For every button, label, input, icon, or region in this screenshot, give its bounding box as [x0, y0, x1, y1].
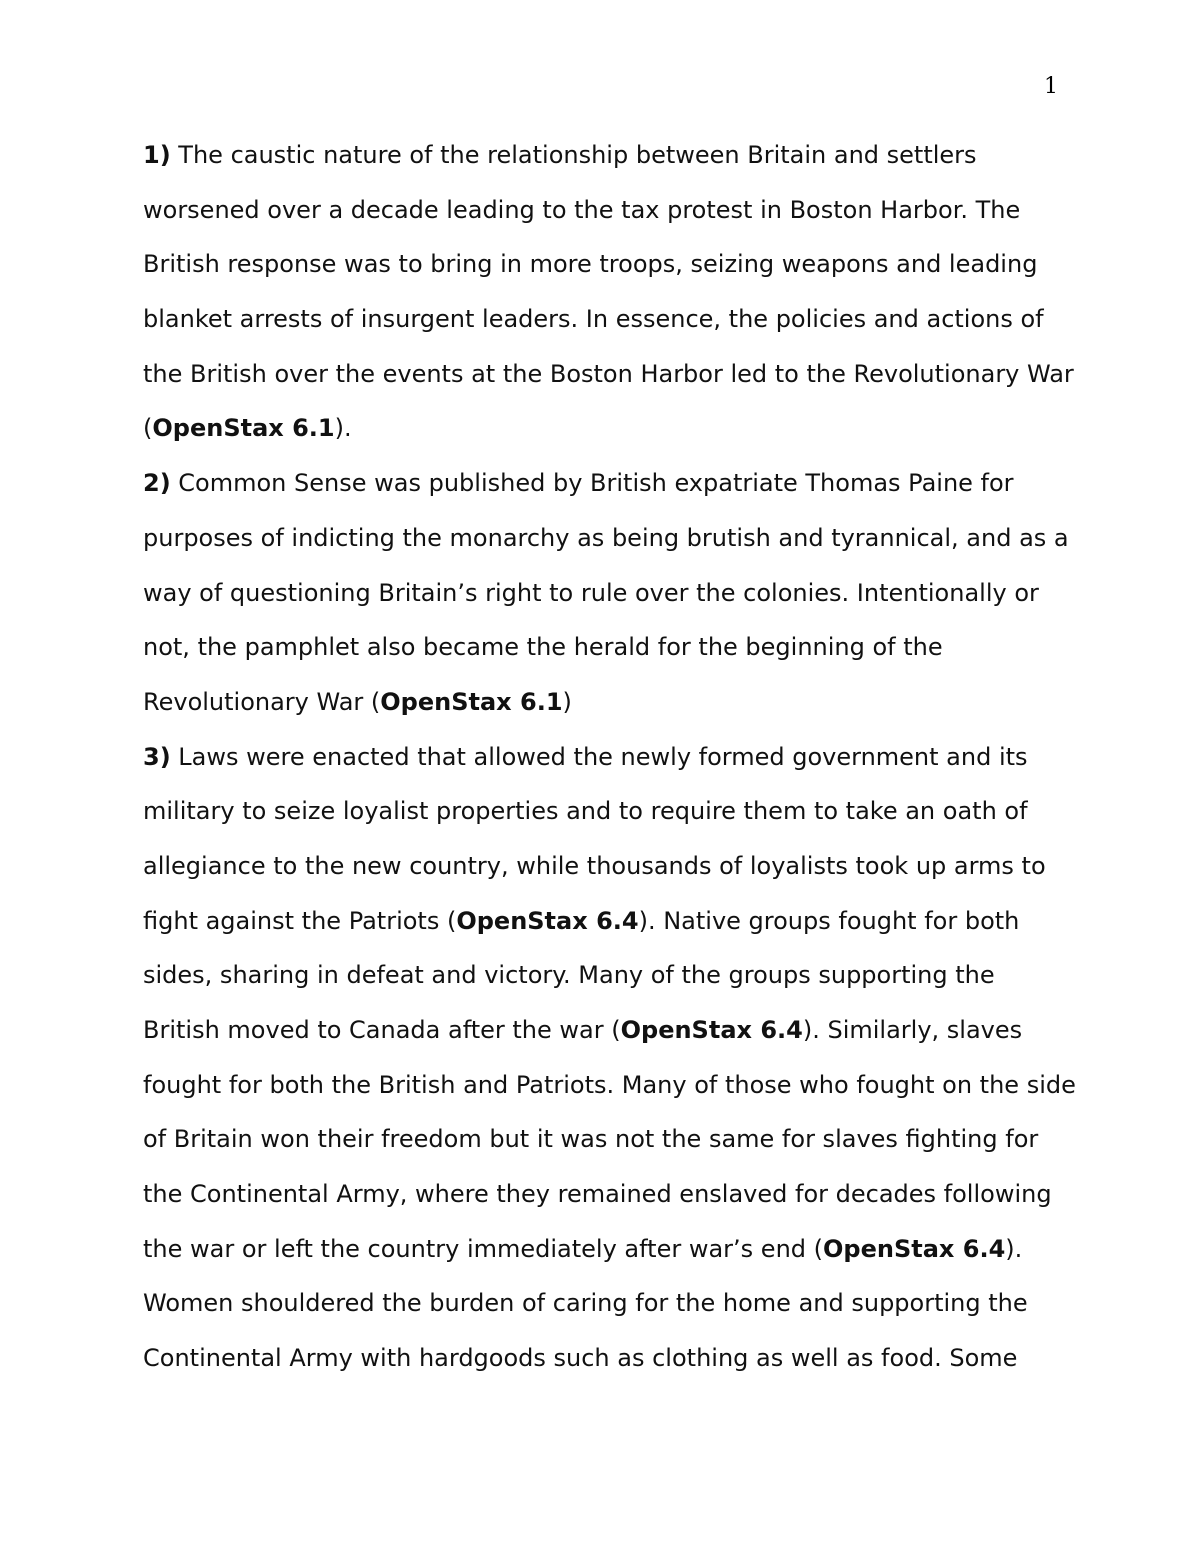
text-run: ). Native groups fought for both: [638, 906, 1020, 935]
text-run: blanket arrests of insurgent leaders. In essence, the policies and actions of: [143, 305, 1044, 334]
text-run: British response was to bring in more troops, seizing weapons and leading: [143, 250, 1038, 279]
text-line: [143, 894, 1063, 949]
text-line: [143, 292, 1063, 347]
text-run: (: [143, 414, 153, 443]
text-run: Laws were enacted that allowed the newly formed government and its: [170, 742, 1028, 771]
text-run: way of questioning Britain’s right to rule over the colonies. Intentionally or: [143, 578, 1039, 607]
text-run: of Britain won their freedom but it was not the same for slaves fighting for: [143, 1125, 1039, 1154]
text-line: [143, 675, 1063, 730]
text-line: [143, 839, 1063, 894]
citation: OpenStax 6.4: [456, 906, 639, 935]
text-line: [143, 1167, 1063, 1222]
text-run: Continental Army with hardgoods such as clothing as well as food. Some: [143, 1344, 1018, 1373]
text-line: [143, 1222, 1063, 1277]
text-run: Common Sense was published by British expatriate Thomas Paine for: [170, 469, 1014, 498]
citation: OpenStax 6.4: [620, 1016, 803, 1044]
text-line: [143, 237, 1063, 292]
text-line: [143, 784, 1063, 839]
text-run: ): [562, 687, 572, 716]
text-run: allegiance to the new country, while thousands of loyalists took up arms to: [143, 851, 1046, 880]
text-run: British moved to Canada after the war (: [143, 1016, 621, 1044]
text-line: [143, 1003, 1063, 1058]
text-line: [143, 1276, 1063, 1331]
text-line: [143, 401, 1063, 456]
text-run: the British over the events at the Boston Harbor led to the Revolutionary War: [143, 359, 1074, 388]
citation: OpenStax 6.4: [823, 1234, 1006, 1263]
text-run: sides, sharing in defeat and victory. Many of the groups supporting the: [143, 961, 995, 990]
citation: OpenStax 6.1: [152, 414, 335, 443]
text-run: ).: [1005, 1234, 1023, 1263]
text-run: ). Similarly, slaves: [802, 1016, 1023, 1044]
text-line: [143, 456, 1063, 511]
text-run: the war or left the country immediately after war’s end (: [143, 1234, 824, 1263]
citation: OpenStax 6.1: [380, 687, 563, 716]
text-run: not, the pamphlet also became the herald for the beginning of the: [143, 633, 943, 662]
text-line: [143, 620, 1063, 675]
text-line: [143, 128, 1063, 183]
question-number: 3): [143, 742, 171, 771]
text-run: Revolutionary War (: [143, 687, 381, 716]
page-number: 1: [1044, 74, 1058, 99]
text-run: fought for both the British and Patriots. Many of those who fought on the side: [143, 1070, 1076, 1099]
text-line: [143, 566, 1063, 621]
text-line: [143, 511, 1069, 566]
text-line: [143, 948, 1063, 1003]
text-line: [143, 1331, 1063, 1386]
text-run: ).: [334, 414, 352, 443]
text-line: [143, 347, 1074, 402]
text-line: [143, 730, 1063, 785]
question-number: 2): [143, 469, 171, 498]
text-run: worsened over a decade leading to the tax protest in Boston Harbor. The: [143, 195, 1021, 224]
text-line: [143, 1112, 1063, 1167]
question-number: 1): [143, 141, 171, 169]
text-run: Women shouldered the burden of caring for the home and supporting the: [143, 1289, 1028, 1318]
document-body: [143, 128, 1076, 1386]
text-run: fight against the Patriots (: [143, 906, 457, 935]
text-run: The caustic nature of the relationship between Britain and settlers: [170, 141, 977, 169]
text-run: military to seize loyalist properties and to require them to take an oath of: [143, 797, 1028, 826]
text-run: purposes of indicting the monarchy as being brutish and tyrannical, and as a: [143, 523, 1069, 552]
text-line: [143, 1058, 1076, 1113]
text-line: [143, 183, 1063, 238]
text-run: the Continental Army, where they remained enslaved for decades following: [143, 1180, 1052, 1209]
